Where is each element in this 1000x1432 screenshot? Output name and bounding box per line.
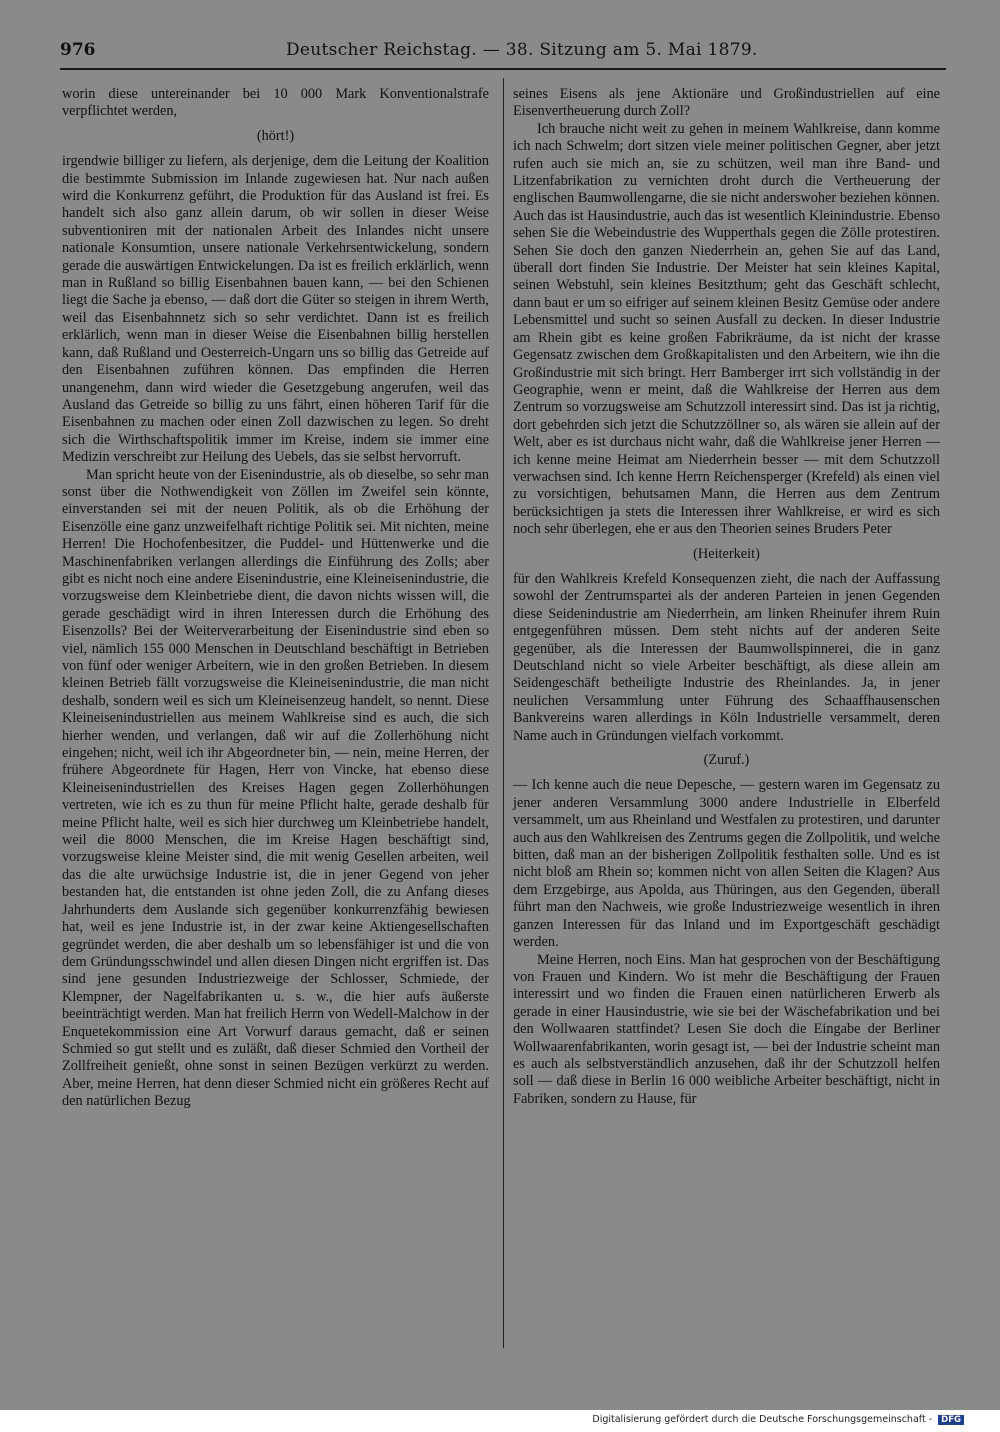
paragraph: für den Wahlkreis Krefeld Konsequenzen zieht, die nach der Auffassung sowohl der Zentrumspartei als der anderen Parteien in jenen Gegenden diese Seidenindustrie am Niederrhein, am linken Rheinufer ihrem Ruin entgegenführen müssen. Dem steht nichts auf der anderen Seite gegenüber, als die Interessen der Baumwollspinnerei, die in ganz Deutschland nicht so viele Arbeiter beschäftigt, als diese allein am Seidengeschäft betheiligte Industrie des Rheinlandes. Ja, in jener neulichen Versammlung unter Führung des Schaaffhausenschen Bankvereins waren allerdings in Köln Industrielle versammelt, deren Name auch in Gründungen vielfach vorkommt. xyxy=(513,570,940,744)
stage-direction: (Heiterkeit) xyxy=(693,545,760,562)
column-divider xyxy=(503,78,504,1348)
paragraph: — Ich kenne auch die neue Depesche, — gestern waren im Gegensatz zu jener anderen Versammlung 3000 andere Industrielle in Elberfeld versammelt, um aus Rheinland und Westfalen zu protestiren, und darunter auch aus den Wahlkreisen des Zentrums gegen die Zollpolitik, und welche bitten, daß man an der bisherigen Zollpolitik festhalten solle. Und es ist nicht bloß am Rhein so; kommen nicht von allen Seiten die Klagen? Aus dem Erzgebirge, aus Apolda, aus Thüringen, aus den Gegenden, überall führt man den Nachweis, wie große Industriezweige wesentlich in ihren ganzen Interessen für das Inland und im Exportgeschäft geschädigt werden. xyxy=(513,777,940,951)
paragraph: Meine Herren, noch Eins. Man hat gesprochen von der Beschäftigung von Frauen und Kindern. Wo ist mehr die Beschäftigung der Frauen interessirt und wo finden die Frauen einen natürlicheren Erwerb als gerade in einer Hausindustrie, wie sie bei der Wäschefabrikation und bei den Wollwaaren stattfindet? Lesen Sie doch die Eingabe der Berliner Wollwaarenfabrikanten, worin gesagt ist, — bei der Industrie scheint man es auch als selbstverständlich anzusehen, daß ihr der Schutzzoll helfen soll — daß diese in Berlin 16 000 weibliche Arbeiter beschäftigt, nicht in Fabriken, sondern zu Hause, für xyxy=(513,951,940,1107)
digitization-credit xyxy=(592,1414,964,1425)
credit-text: Digitalisierung gefördert durch die Deutsche Forschungsgemeinschaft - xyxy=(592,1414,933,1425)
page-header xyxy=(60,40,946,68)
paragraph: Man spricht heute von der Eisenindustrie, als ob dieselbe, so sehr man sonst über die Nothwendigkeit von Zöllen im Zweifel sein könnte, einverstanden sei mit der neuen Politik, als ob die Erhöhung der Eisenzölle eine ganz unzweifelhaft richtige Politik sei. Mit nichten, meine Herren! Die Hochofenbesitzer, die Puddel- und Hüttenwerke und die Maschinenfabriken verlangen allerdings die Einführung des Zolls; aber gibt es nicht noch eine andere Eisenindustrie, eine Kleineisenindustrie, die vorzugsweise dem Kleinbetriebe dient, die davon nichts wissen will, die gerade geschädigt wird in ihren Interessen durch die Erhöhung des Eisenzolls? Bei der Weiterverarbeitung der Eisenindustrie sind eben so viel, nämlich 155 000 Menschen in Deutschland beschäftigt in Betrieben von fünf oder weniger Arbeitern, wie in den großen Betrieben. In diesem kleinen Betrieb fällt vorzugsweise die Kleineisenindustrie, die man nicht deshalb, sondern weil es sich um Kleineisenzeug handelt, so nennt. Diese Kleineisenindustriellen aus meinem Wahlkreise sind es auch, die sich hierher wenden, und verlangen, daß wir auf die Zollerhöhung nicht eingehen; nicht, weil ich ihr Abgeordneter bin, — nein, meine Herren, der frühere Abgeordnete für Hagen, Herr von Vincke, hat ebenso diese Kleineisenindustriellen des Kreises Hagen gegen Zollerhöhungen vertreten, wie ich es zu thun für meine Pflicht halte, gerade deshalb für meine Pflicht halte, weil es sich hier durchweg um Kleinbetriebe handelt, weil die 8000 Menschen, die im Kreise Hagen beschäftigt sind, vorzugsweise kleine Meister sind, die mit wenig Gesellen arbeiten, weil das die alte urwüchsige Industrie ist, die in jener Gegend von jeher bestanden hat, die entstanden ist ohne jeden Zoll, die zu Anfang dieses Jahrhunderts dem Auslande sich gegenüber konkurrenzfähig bewiesen hat, weil es jene Industrie ist, in der zwar keine Aktiengesellschaften gegründet werden, die aber deshalb um so lebensfähiger ist und die von dem Gründungsschwindel und allen diesen Dingen nicht ergriffen ist. Das sind jene gesunden Industriezweige der Schlosser, Schmiede, der Klempner, der Nagelfabrikanten u. s. w., die hier aufs äußerste beeinträchtigt werden. Man hat freilich Herrn von Wedell-Malchow in der Enquetekommission eine Art Vorwurf daraus gemacht, daß er seinen Schmied so gut stellt und es zuläßt, daß dieser Schmied den Vortheil der Zollfreiheit genießt, ohne sonst in seinen Bezügen verkürzt zu werden. Aber, meine Herren, hat denn dieser Schmied nicht ein größeres Recht auf den natürlichen Bezug xyxy=(62,466,489,1110)
running-title: Deutscher Reichstag. — 38. Sitzung am 5. Mai 1879. xyxy=(286,40,758,60)
left-column xyxy=(62,86,489,1111)
stage-direction: (hört!) xyxy=(256,127,295,144)
paragraph: seines Eisens als jene Aktionäre und Großindustriellen auf eine Eisenvertheuerung durch Zoll? xyxy=(513,86,940,120)
paragraph: worin diese untereinander bei 10 000 Mark Konventionalstrafe verpflichtet werden, xyxy=(62,86,489,120)
paragraph: irgendwie billiger zu liefern, als derjenige, dem die Leitung der Koalition die bestimmte Submission im Inlande zugewiesen hat. Nur nach außen wird die Konkurrenz geführt, die Produktion für das Ausland ist frei. Es handelt sich also ganz allein darum, ob wir sollen in dieser Weise subventioniren mit der nationalen Arbeit des Inlandes nicht unsere nationale Konsumtion, unsere nationale Verkehrsentwickelung, sondern gerade die auswärtigen Entwickelungen. Da ist es freilich erklärlich, wenn man in Rußland so billig Eisenbahnen bauen kann, — bei den Schienen liegt die Sache ja ebenso, — daß dort die Güter so steigen in ihrem Werth, weil das Eisenbahnnetz sich so sehr verdichtet. Dann ist es freilich erklärlich, wenn man in dieser Weise die Eisenbahnen billig herstellen kann, daß Rußland und Oesterreich-Ungarn uns so billig das Getreide auf den Eisenbahnen zuführen können. Das empfinden die Herren unangenehm, dann wird wieder die Gesetzgebung angerufen, weil das Ausland das Getreide so billig zu uns fährt, einen höheren Tarif für die Eisenbahnen zu machen oder einen Zoll dazwischen zu legen. So dreht sich die Wirthschaftspolitik immer im Kreise, indem sie immer eine Medizin verschreibt zur Heilung des Uebels, das sie selbst hervorruft. xyxy=(62,153,489,466)
paragraph: Ich brauche nicht weit zu gehen in meinem Wahlkreise, dann komme ich nach Schwelm; dort sitzen viele meiner politischen Gegner, aber jetzt rufen auch sie mich an, sie zu schützen, weil man ihre Band- und Litzenfabrikation zu vernichten droht durch die Vertheuerung der englischen Baumwollengarne, die sie nicht anderswoher beziehen können. Auch das ist Hausindustrie, auch das ist wesentlich Kleinindustrie. Ebenso sehen Sie die Webeindustrie des Wupperthals gegen die Zölle protestiren. Sehen Sie doch den ganzen Niederrhein an, gehen Sie auf das Land, überall dort finden Sie Industrie. Der Meister hat sein kleines Kapital, seinen Webstuhl, sein kleines Besitzthum; geht das Geschäft schlecht, dann baut er um so eifriger auf seinem kleinen Besitz Gemüse oder andere Lebensmittel und sucht so seinen Ausfall zu decken. In dieser Industrie am Rhein gibt es keine großen Fabrikräume, da ist nicht der krasse Gegensatz zwischen dem Großkapitalisten und den Arbeitern, wie ihn die Großindustrie mit sich bringt. Herr Bamberger irrt sich vollständig in der Geographie, wenn er meint, daß die Wahlkreise der Herren aus dem Zentrum so vorzugsweise am Schutzzoll interessirt sind. Das ist ja richtig, dort gebehrden sich jetzt die Schutzzöllner so, als wären sie allein auf der Welt, aber es ist durchaus nicht wahr, daß die Wahlkreise jener Herren — ich kenne meine Heimat am Niederrhein besser — mit dem Schutzzoll verwachsen sind. Ich kenne Herrn Reichensperger (Krefeld) als einen viel zu vorsichtigen, behutsamen Mann, die Herren aus dem Zentrum berücksichtigen ja stets die Interessen ihrer Wahlkreise, er wird es sich noch sehr überlegen, ehe er aus den Theorien seines Bruders Peter xyxy=(513,120,940,538)
header-rule xyxy=(60,68,946,70)
dfg-logo[interactable]: DFG xyxy=(938,1415,964,1425)
stage-direction: (Zuruf.) xyxy=(703,752,750,769)
right-column xyxy=(513,86,940,1108)
page-number: 976 xyxy=(60,40,96,60)
